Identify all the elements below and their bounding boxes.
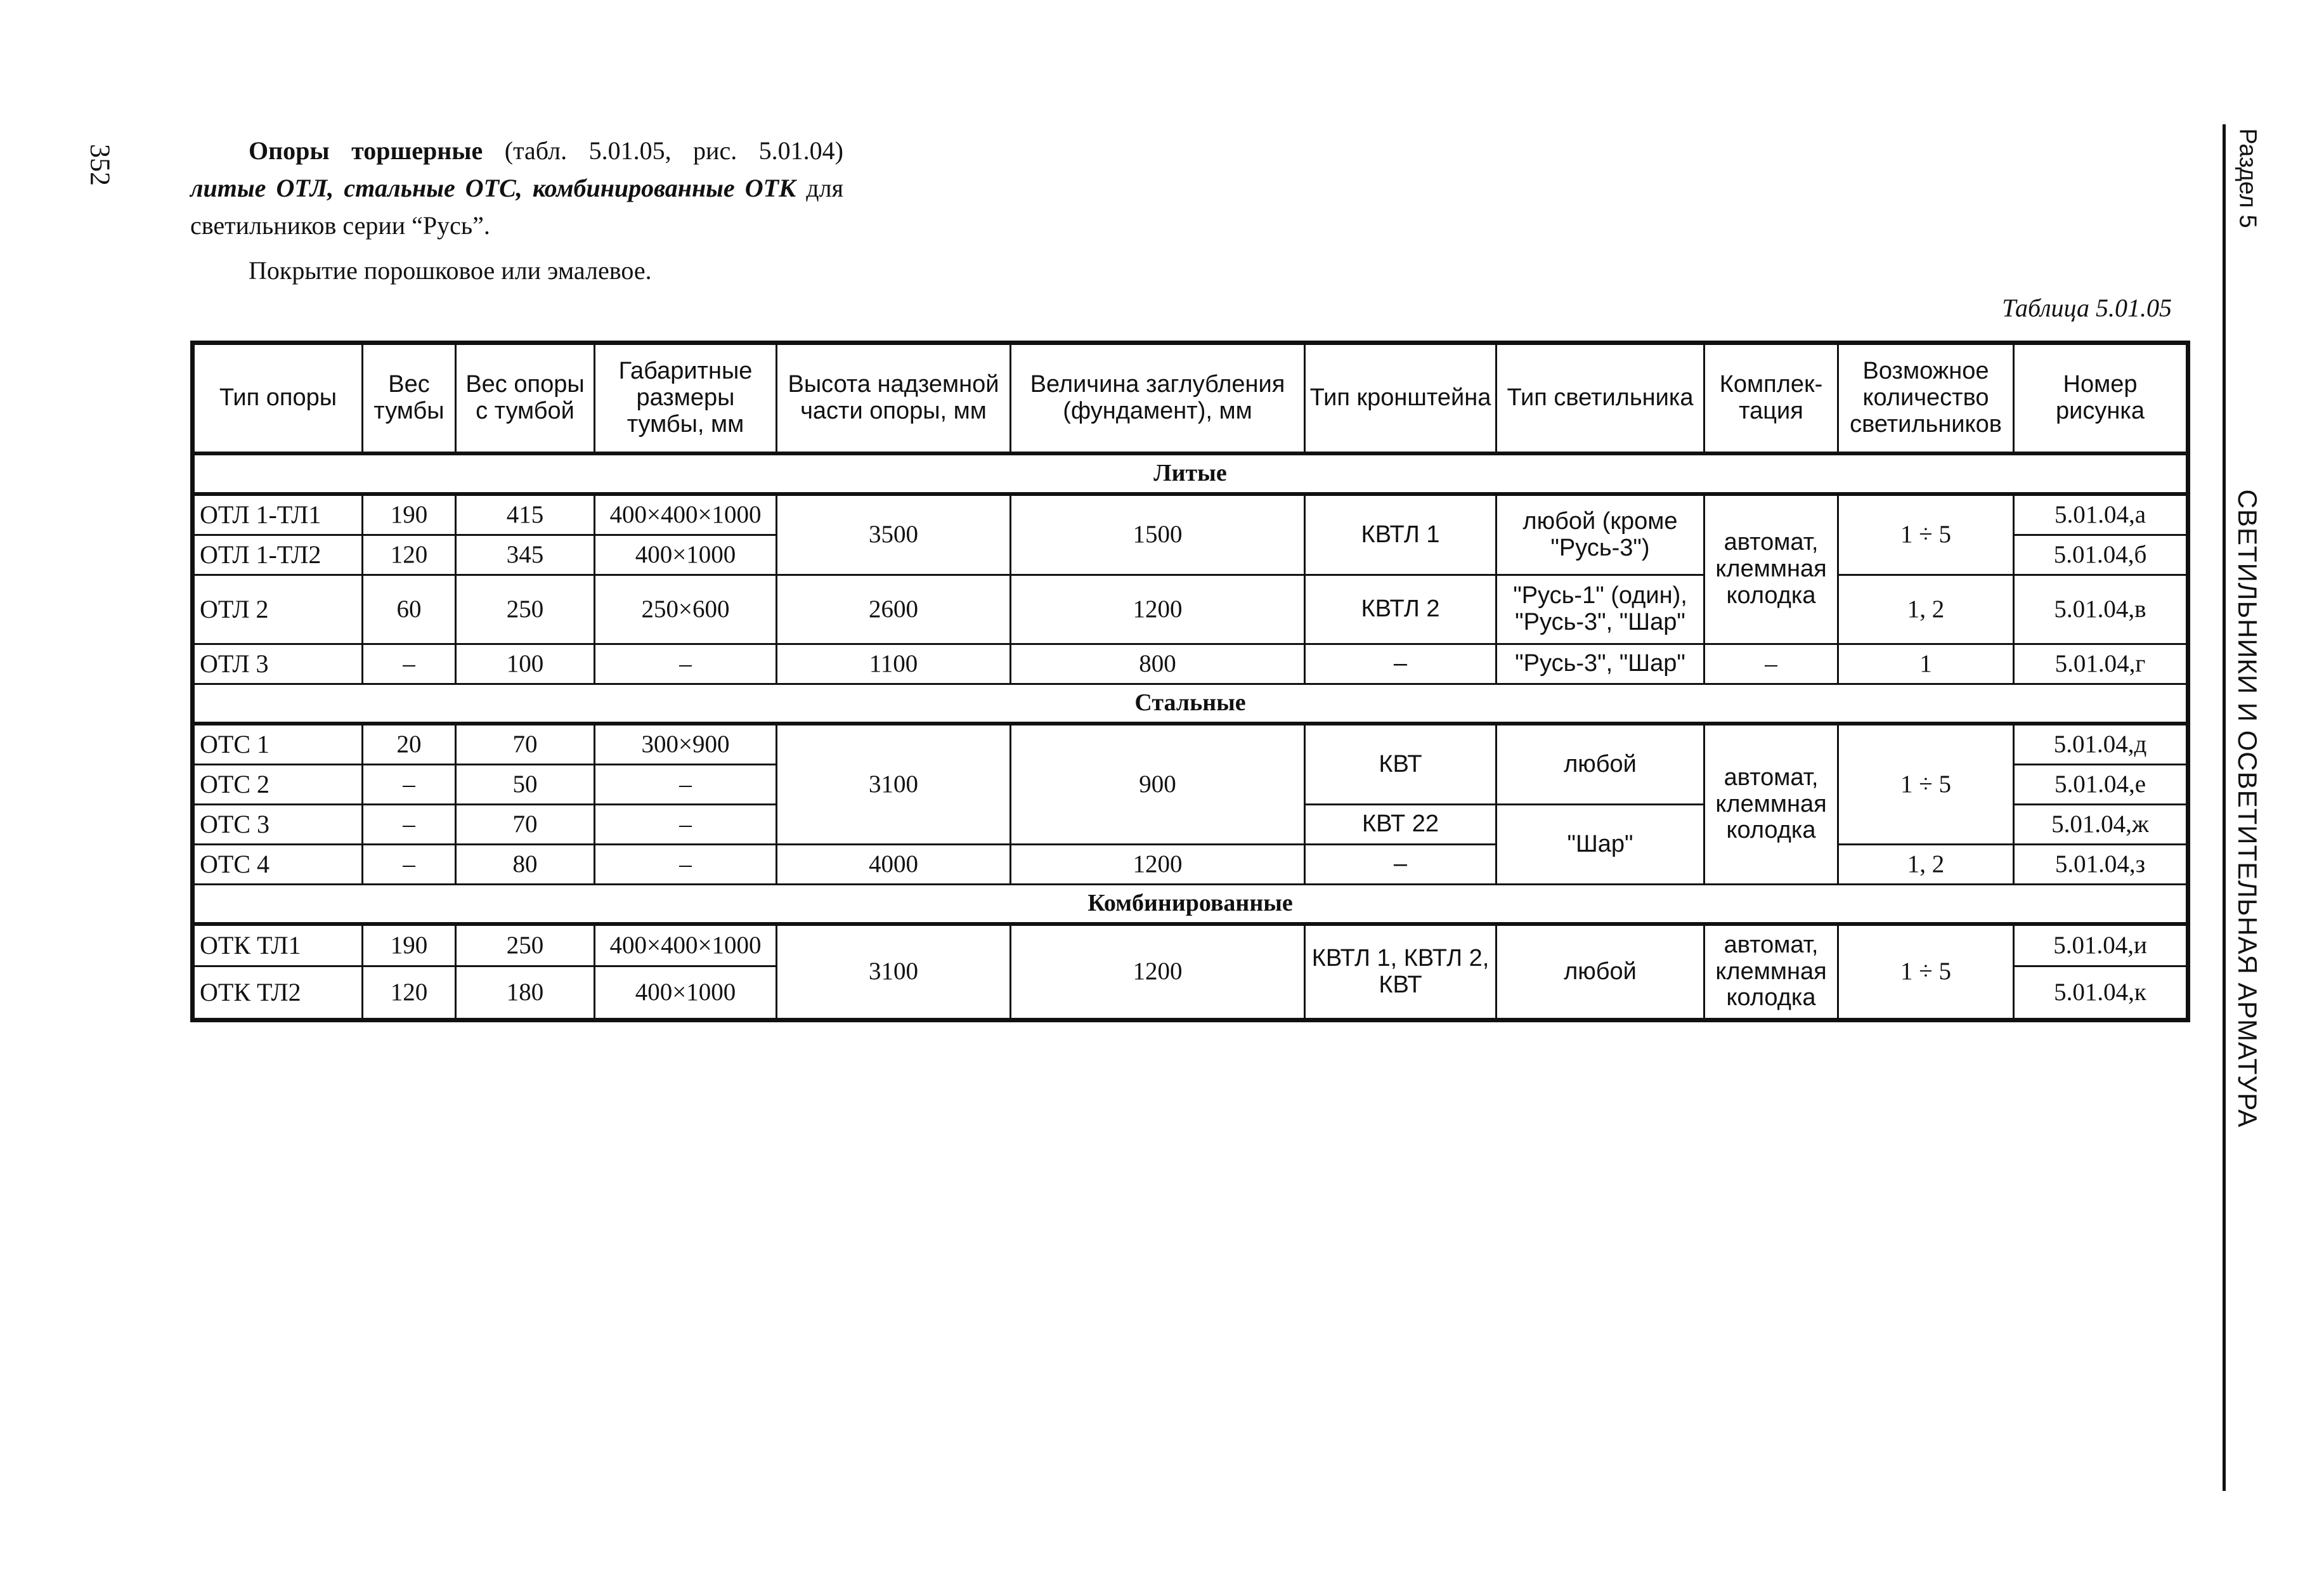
cell-depth: 1500 [1011, 494, 1305, 575]
cell-depth: 1200 [1011, 845, 1305, 885]
cell-dims: – [595, 644, 777, 684]
cell-weight: – [363, 845, 456, 885]
cell-bracket: КВТ 22 [1305, 805, 1496, 845]
cell-type: ОТС 2 [193, 765, 363, 805]
cell-fig: 5.01.04,в [2014, 575, 2188, 644]
cell-fig: 5.01.04,ж [2014, 805, 2188, 845]
cell-bracket: – [1305, 845, 1496, 885]
cell-fig: 5.01.04,г [2014, 644, 2188, 684]
cell-dims: 250×600 [595, 575, 777, 644]
cell-weight: – [363, 805, 456, 845]
cell-qty: 1 ÷ 5 [1838, 724, 2014, 845]
group-label-steel: Стальные [1134, 689, 1246, 717]
cell-kit: автомат, клеммная колодка [1704, 724, 1838, 885]
cell-qty: 1, 2 [1838, 845, 2014, 885]
header-dimensions: Габаритные размеры тумбы, мм [595, 343, 777, 454]
cell-total: 50 [456, 765, 595, 805]
cell-height: 3100 [777, 924, 1011, 1020]
sidebar-divider [2223, 124, 2226, 1491]
group-label-cast: Литые [1153, 460, 1227, 487]
page-number: 352 [84, 144, 116, 186]
intro-paragraph [190, 132, 843, 244]
cell-weight: – [363, 765, 456, 805]
cell-qty: 1 [1838, 644, 2014, 684]
cell-height: 1100 [777, 644, 1011, 684]
cell-weight: 20 [363, 724, 456, 765]
table-row [193, 494, 2188, 535]
cell-qty: 1, 2 [1838, 575, 2014, 644]
header-total-weight: Вес опоры с тумбой [456, 343, 595, 454]
header-base-weight: Вес тумбы [363, 343, 456, 454]
group-row-combined [193, 885, 2188, 925]
cell-weight: 190 [363, 924, 456, 966]
cell-height: 4000 [777, 845, 1011, 885]
intro-text [190, 132, 843, 289]
header-height: Высота надземной части опоры, мм [777, 343, 1011, 454]
cell-type: ОТС 1 [193, 724, 363, 765]
header-kit: Комплек-тация [1704, 343, 1838, 454]
table-caption: Таблица 5.01.05 [2002, 294, 2172, 322]
supports-table [190, 341, 2190, 1022]
table-row [193, 644, 2188, 684]
cell-weight: 190 [363, 494, 456, 535]
cell-fig: 5.01.04,д [2014, 724, 2188, 765]
cell-fig: 5.01.04,к [2014, 966, 2188, 1020]
cell-bracket: – [1305, 644, 1496, 684]
cell-qty: 1 ÷ 5 [1838, 494, 2014, 575]
cell-weight: 120 [363, 535, 456, 575]
cell-type: ОТЛ 1-ТЛ2 [193, 535, 363, 575]
cell-dims: 400×1000 [595, 535, 777, 575]
cell-fig: 5.01.04,з [2014, 845, 2188, 885]
cell-height: 2600 [777, 575, 1011, 644]
cell-lamp: "Русь-1" (один), "Русь-3", "Шар" [1496, 575, 1704, 644]
cell-dims: 400×1000 [595, 966, 777, 1020]
cell-depth: 1200 [1011, 924, 1305, 1020]
cell-type: ОТК ТЛ1 [193, 924, 363, 966]
cell-type: ОТС 4 [193, 845, 363, 885]
cell-weight: 60 [363, 575, 456, 644]
cell-lamp: любой [1496, 924, 1704, 1020]
cell-total: 345 [456, 535, 595, 575]
header-figure: Номер рисунка [2014, 343, 2188, 454]
table-header-row [193, 343, 2188, 454]
header-lamp: Тип светильника [1496, 343, 1704, 454]
cell-total: 70 [456, 724, 595, 765]
intro-coating: Покрытие порошковое или эмалевое. [249, 256, 652, 285]
cell-total: 415 [456, 494, 595, 535]
cell-weight: 120 [363, 966, 456, 1020]
sidebar-chapter-title: СВЕТИЛЬНИКИ И ОСВЕТИТЕЛЬНАЯ АРМАТУРА [2233, 489, 2262, 1128]
cell-kit: автомат, клеммная колодка [1704, 924, 1838, 1020]
cell-dims: – [595, 845, 777, 885]
cell-total: 180 [456, 966, 595, 1020]
cell-fig: 5.01.04,е [2014, 765, 2188, 805]
intro-title: Опоры торшерные [249, 136, 483, 165]
cell-lamp: "Шар" [1496, 805, 1704, 885]
cell-lamp: любой [1496, 724, 1704, 805]
cell-dims: – [595, 805, 777, 845]
cell-kit: – [1704, 644, 1838, 684]
cell-type: ОТС 3 [193, 805, 363, 845]
intro-ref: (табл. 5.01.05, рис. 5.01.04) [483, 136, 843, 165]
header-quantity: Возможное количество светильников [1838, 343, 2014, 454]
cell-depth: 900 [1011, 724, 1305, 845]
table-row [193, 845, 2188, 885]
header-type: Тип опоры [193, 343, 363, 454]
group-row-steel [193, 684, 2188, 724]
cell-lamp: любой (кроме "Русь-3") [1496, 494, 1704, 575]
cell-total: 70 [456, 805, 595, 845]
cell-depth: 1200 [1011, 575, 1305, 644]
cell-height: 3100 [777, 724, 1011, 845]
cell-qty: 1 ÷ 5 [1838, 924, 2014, 1020]
cell-bracket: КВТЛ 1, КВТЛ 2, КВТ [1305, 924, 1496, 1020]
cell-fig: 5.01.04,а [2014, 494, 2188, 535]
cell-type: ОТЛ 1-ТЛ1 [193, 494, 363, 535]
table-row [193, 724, 2188, 765]
table-row [193, 575, 2188, 644]
cell-type: ОТЛ 2 [193, 575, 363, 644]
cell-bracket: КВТЛ 1 [1305, 494, 1496, 575]
cell-lamp: "Русь-3", "Шар" [1496, 644, 1704, 684]
table-row [193, 924, 2188, 966]
cell-weight: – [363, 644, 456, 684]
cell-total: 80 [456, 845, 595, 885]
group-row-cast [193, 453, 2188, 494]
cell-dims: 400×400×1000 [595, 924, 777, 966]
cell-fig: 5.01.04,б [2014, 535, 2188, 575]
table-container [190, 341, 2175, 1022]
group-label-combined: Комбинированные [1087, 890, 1293, 917]
cell-height: 3500 [777, 494, 1011, 575]
cell-fig: 5.01.04,и [2014, 924, 2188, 966]
cell-type: ОТК ТЛ2 [193, 966, 363, 1020]
header-depth: Величина заглубления (фундамент), мм [1011, 343, 1305, 454]
intro-tail: для светильников серии “Русь”. [190, 174, 843, 240]
cell-dims: – [595, 765, 777, 805]
sidebar-section-label: Раздел 5 [2234, 128, 2261, 228]
cell-bracket: КВТЛ 2 [1305, 575, 1496, 644]
cell-kit: автомат, клеммная колодка [1704, 494, 1838, 644]
intro-types: литые ОТЛ, стальные ОТС, комбинированные ОТК [190, 174, 796, 202]
cell-type: ОТЛ 3 [193, 644, 363, 684]
header-bracket: Тип кронштейна [1305, 343, 1496, 454]
cell-dims: 400×400×1000 [595, 494, 777, 535]
cell-total: 250 [456, 924, 595, 966]
cell-total: 100 [456, 644, 595, 684]
cell-dims: 300×900 [595, 724, 777, 765]
cell-depth: 800 [1011, 644, 1305, 684]
cell-total: 250 [456, 575, 595, 644]
cell-bracket: КВТ [1305, 724, 1496, 805]
